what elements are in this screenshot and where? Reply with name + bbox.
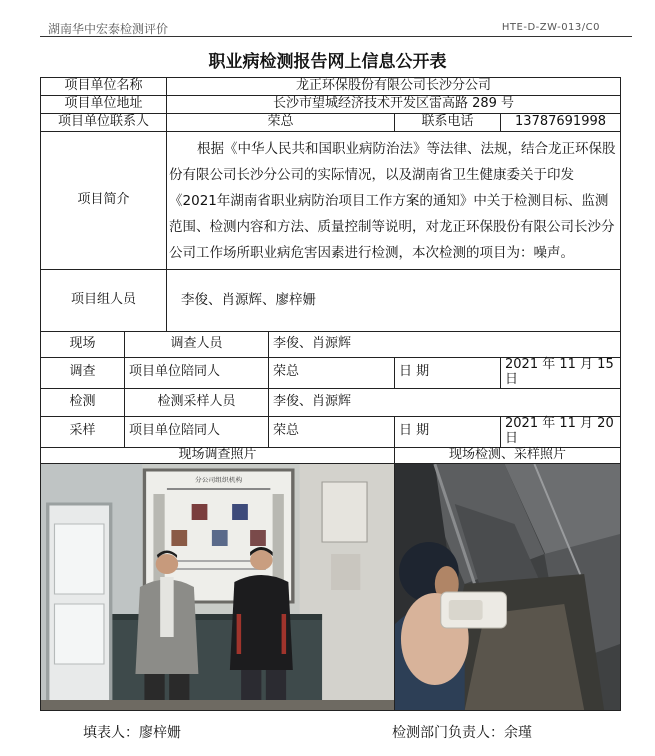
sampling-row-1 — [41, 388, 621, 416]
document-title: 职业病检测报告网上信息公开表 — [208, 52, 447, 72]
survey-photo — [41, 464, 394, 710]
sampling-row-2 — [41, 416, 621, 447]
survey-label-bottom: 调查 — [41, 358, 125, 389]
survey-escort-label: 项目单位陪同人 — [125, 358, 269, 389]
summary-row — [41, 132, 621, 270]
samplers-value: 李俊、肖源辉 — [269, 388, 621, 416]
sampling-label-top: 检测 — [41, 388, 125, 416]
investigators-label: 调查人员 — [125, 332, 269, 358]
department-head-signature: 检测部门负责人：余瑾 — [392, 725, 532, 741]
info-table — [40, 77, 621, 711]
unit-address-row — [41, 96, 621, 114]
survey-photo-cell — [41, 463, 395, 710]
filler-signature: 填表人：廖梓姗 — [83, 725, 181, 741]
sampling-escort-value: 荣总 — [269, 416, 395, 447]
unit-name-row — [41, 78, 621, 96]
unit-name-value: 龙正环保股份有限公司长沙分公司 — [167, 78, 621, 96]
header-org: 湖南华中宏泰检测评价 — [48, 22, 169, 36]
survey-label-top: 现场 — [41, 332, 125, 358]
members-value: 李俊、肖源辉、廖梓姗 — [167, 270, 621, 332]
page-header — [40, 14, 632, 37]
sampling-escort-label: 项目单位陪同人 — [125, 416, 269, 447]
contact-label: 项目单位联系人 — [41, 114, 167, 132]
members-label: 项目组人员 — [41, 270, 167, 332]
contact-value: 荣总 — [167, 114, 395, 132]
survey-row-2 — [41, 358, 621, 389]
photo-header-row — [41, 447, 621, 463]
sampling-label-bottom: 采样 — [41, 416, 125, 447]
survey-escort-value: 荣总 — [269, 358, 395, 389]
survey-date-label: 日 期 — [395, 358, 501, 389]
survey-photo-header: 现场调查照片 — [41, 447, 395, 463]
header-doc-code: HTE-D-ZW-013/C0 — [501, 22, 600, 33]
sampling-date-value: 2021 年 11 月 20 日 — [501, 416, 621, 447]
unit-address-value: 长沙市望城经济技术开发区雷高路 289 号 — [167, 96, 621, 114]
sampling-photo-header: 现场检测、采样照片 — [395, 447, 621, 463]
survey-date-value: 2021 年 11 月 15 日 — [501, 358, 621, 389]
notice-board-title: 分公司组织机构 — [195, 476, 243, 484]
summary-text: 根据《中华人民共和国职业病防治法》等法律、法规，结合龙正环保股份有限公司长沙分公司的实际情况，以及湖南省卫生健康委关于印发《2021年湖南省职业病防治项目工作方案的通知》中关于检测目标、监测范围、检测内容和方法、质量控制等说明，对龙正环保股份有限公司长沙分公司工作场所职业病危害因素进行检测，本次检测的项目为：噪声。 — [167, 132, 621, 270]
samplers-label: 检测采样人员 — [125, 388, 269, 416]
phone-label: 联系电话 — [395, 114, 501, 132]
sampling-photo — [395, 464, 620, 710]
contact-row — [41, 114, 621, 132]
unit-name-label: 项目单位名称 — [41, 78, 167, 96]
unit-address-label: 项目单位地址 — [41, 96, 167, 114]
photo-row — [41, 463, 621, 710]
phone-value: 13787691998 — [501, 114, 621, 132]
members-row — [41, 270, 621, 332]
sampling-photo-cell — [395, 463, 621, 710]
summary-label: 项目简介 — [41, 132, 167, 270]
survey-row-1 — [41, 332, 621, 358]
sampling-date-label: 日 期 — [395, 416, 501, 447]
investigators-value: 李俊、肖源辉 — [269, 332, 621, 358]
